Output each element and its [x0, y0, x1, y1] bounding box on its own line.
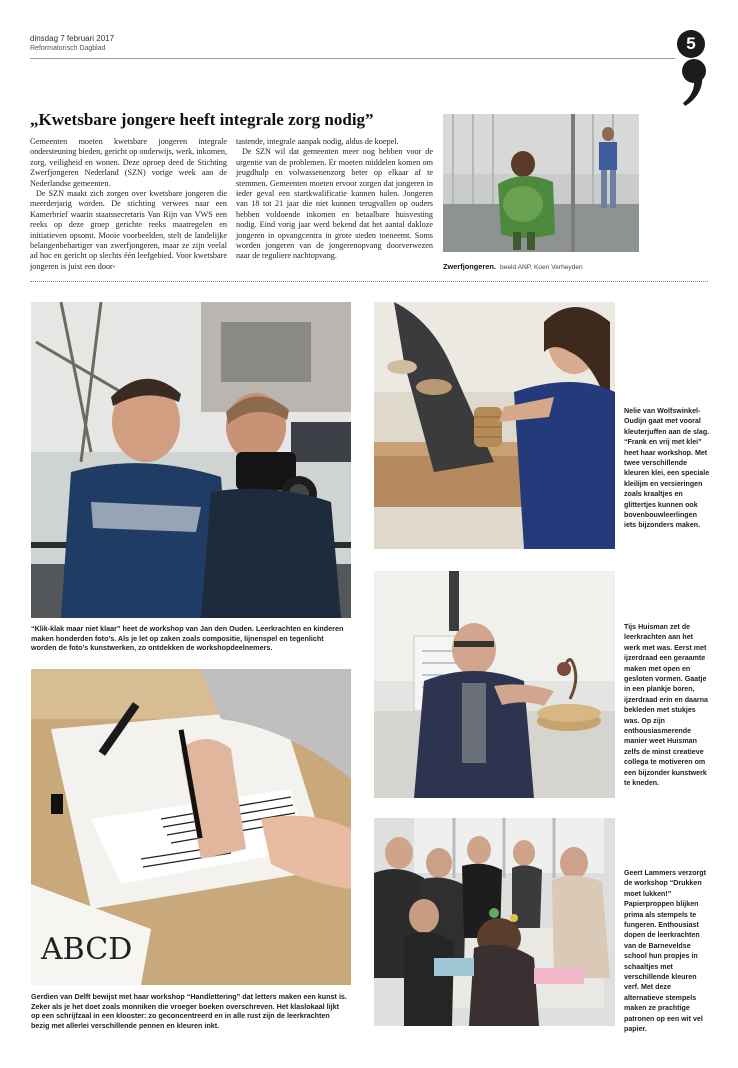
photo-credit: beeld ANP, Koen Verheyden: [499, 264, 583, 271]
article-headline: „Kwetsbare jongere heeft integrale zorg nodig”: [30, 110, 374, 129]
issue-date: dinsdag 7 februari 2017: [30, 34, 115, 43]
handlettering-photo: [31, 669, 351, 985]
handlettering-illustration: [31, 669, 351, 985]
header-rule: [30, 58, 675, 59]
wax-workshop-illustration: [374, 571, 615, 798]
section-divider: [30, 281, 708, 282]
youth-photo-illustration: [443, 114, 639, 252]
paragraph: Gemeenten moeten kwetsbare jongeren integrale ondersteuning bieden, gericht op onderwijs, werk, inkomen, zorg, veiligheid en wonen. Deze oproep deed de Stichting Zwerfjongeren Nederland (SZN) vorige week aan de Nederlandse gemeenten.: [30, 137, 227, 188]
newspaper-name: Reformatorisch Dagblad: [30, 45, 106, 52]
printing-workshop-illustration: [374, 818, 615, 1026]
photography-caption: “Klik-klak maar niet klaar” heet de workshop van Jan den Ouden. Leerkrachten en kinderen maken honderden foto’s. Als je let op zaken zoals compositie, lijnenspel en tegenlicht worden de foto’s kunstwerken, zo ontdekken de workshopdeelnemers.: [31, 624, 344, 653]
photography-workshop-photo: [31, 302, 351, 618]
caption-label: Zwerfjongeren.: [443, 262, 496, 271]
handlettering-caption: Gerdien van Delft bewijst met haar workshop “Handlettering” dat letters maken een kunst is. Zeker als je het doet zoals monniken die vroeger boeken overschreven. Het klaslokaal lijkt op een schrijfzaal in een klooster: zo geconcentreerd en in alle rust zijn de leerkrachten bezig met allerlei verschillende pennen en kleuren inkt.: [31, 992, 347, 1030]
article-column-1: [30, 137, 227, 272]
clay-workshop-illustration: [374, 302, 615, 549]
svg-text:ABCD: ABCD: [41, 932, 133, 967]
youth-photo: [443, 114, 639, 252]
comma-icon: [680, 58, 708, 108]
clay-side-caption: Nelie van Wolfswinkel-Oudijn gaat met vooral kleuterjuffen aan de slag. “Frank en vrij met klei” heet haar workshop. Met twee verschillende kleuren klei, een speciale kleilijm en versieringen zoals kraaltjes en glittertjes kunnen ook bovenbouwleerlingen iets bijzonders maken.: [624, 407, 710, 530]
page-number-badge: 5: [677, 30, 705, 58]
paragraph: De SZN wil dat gemeenten meer oog hebben voor de urgentie van de problemen. Er moeten middelen komen om jeugdhulp en volwassenenzorg beter op elkaar af te stemmen. Gemeenten moeten ervoor zorgen dat jongeren in ieder geval een startkwalificatie kunnen halen. Jongeren van 18 tot 21 jaar die niet kunnen terugvallen op ouders hebben voldoende inkomen en betaalbare huisvesting nodig. Eind vorig jaar werd bekend dat het aantal dakloze jongeren in opvangcentra in grote steden toeneemt. Soms worden jongeren van de jongerenopvang doorverwezen naar de reguliere nachtopvang.: [236, 147, 433, 261]
article-column-2: [236, 137, 433, 262]
wax-side-caption: Tijs Huisman zet de leerkrachten aan het werk met was. Eerst met ijzerdraad een geraamte maken met open en gesloten vormen. Gaatje in een plankje boren, ijzerdraad erin en daarna bekleden met stukjes was. Op zijn enthousiasmerende manier weet Huisman zelfs de minst creatieve collega te motiveren om een bijzonder kunstwerk te kneden.: [624, 623, 708, 788]
paragraph: De SZN maakt zich zorgen over kwetsbare jongeren die meerderjarig worden. De stichting verwees naar een Kamerbrief waarin staatssecretaris Van Rijn van VWS een reeks op deze groep gerichte reeks maatregelen en initiatieven opsomt. Mooie voorbeelden, stelt de landelijke belangenbehartiger van zwerfjongeren, maar ze zijn veelal ad hoc en gericht op slechts één leefgebied. Voor kwetsbare jongeren is juist een door-: [30, 189, 227, 271]
photography-workshop-illustration: [31, 302, 351, 618]
printing-workshop-photo: [374, 818, 615, 1026]
printing-side-caption: Geert Lammers verzorgt de workshop “Drukken moet lukken!” Papierproppen blijken prima als stempels te fungeren. Enthousiast dopen de leerkrachten van de Barneveldse school hun propjes in schaaltjes met verschillende kleuren verf. Met deze alternatieve stempels maken ze prachtige patronen op een wit vel papier.: [624, 869, 707, 1034]
paragraph: tastende, integrale aanpak nodig, aldus de koepel.: [236, 137, 399, 146]
youth-photo-caption: [443, 256, 583, 274]
clay-workshop-photo: [374, 302, 615, 549]
wax-workshop-photo: [374, 571, 615, 798]
